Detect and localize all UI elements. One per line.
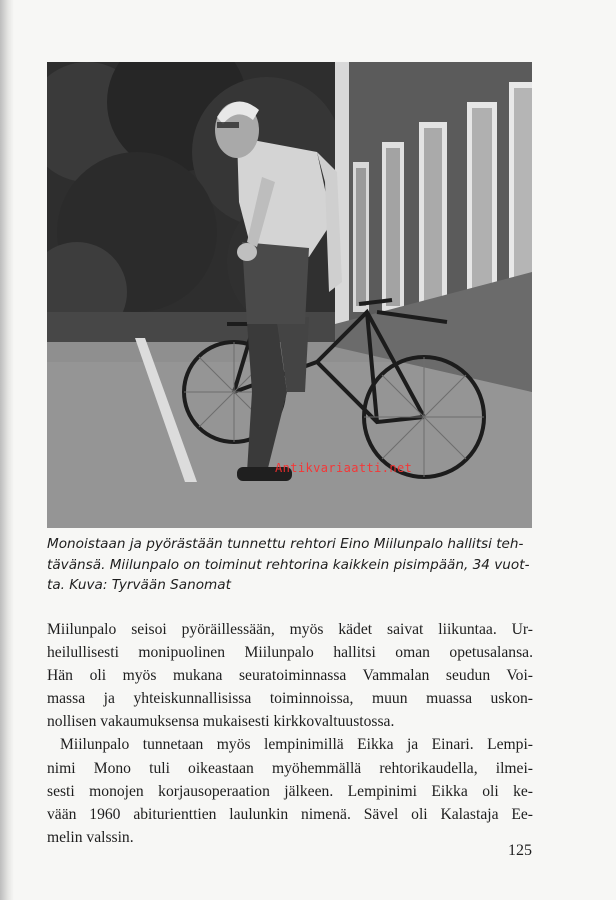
text-line: heilullisesti monipuolinen Miilunpalo hallitsi oman opetusalansa.	[47, 644, 533, 662]
text-line: melin valssin.	[47, 828, 134, 846]
photo-caption	[47, 534, 533, 596]
paragraph-1	[47, 618, 533, 733]
body-text	[47, 618, 533, 849]
text-line: sesti monojen korjausoperaation jälkeen. Lempinimi Eikka oli ke-	[47, 782, 533, 800]
page-edge-shadow	[0, 0, 14, 900]
text-line: Hän oli myös mukana seuratoiminnassa Vammalan seudun Voi-	[47, 667, 533, 685]
text-line: vään 1960 abiturienttien laulunkin nimenä. Sävel oli Kalastaja Ee-	[47, 805, 533, 823]
caption-line: Monoistaan ja pyörästään tunnettu rehtori Eino Miilunpalo hallitsi teh-	[47, 536, 524, 552]
watermark-text: Antikvariaatti.net	[275, 461, 413, 475]
photo-illustration	[47, 62, 532, 528]
page-number: 125	[508, 842, 532, 859]
text-line: nimi Mono tuli oikeastaan myöhemmällä rehtorikaudella, ilmei-	[47, 759, 533, 777]
caption-line: ta. Kuva: Tyrvään Sanomat	[47, 577, 231, 594]
text-line: Miilunpalo seisoi pyöräillessään, myös kädet saivat liikuntaa. Ur-	[47, 621, 533, 638]
caption-line: tävänsä. Miilunpalo on toiminut rehtorina kaikkein pisimpään, 34 vuot-	[47, 556, 530, 573]
text-line: nollisen vakaumuksensa mukaisesti kirkkovaltuustossa.	[47, 713, 395, 731]
text-line: massa ja yhteiskunnallisissa toiminnoissa, muun muassa uskon-	[47, 690, 533, 708]
photo-rector-on-bicycle	[47, 62, 532, 528]
paragraph-2	[47, 733, 533, 848]
text-line: Miilunpalo tunnetaan myös lempinimillä Eikka ja Einari. Lempi-	[60, 736, 533, 754]
